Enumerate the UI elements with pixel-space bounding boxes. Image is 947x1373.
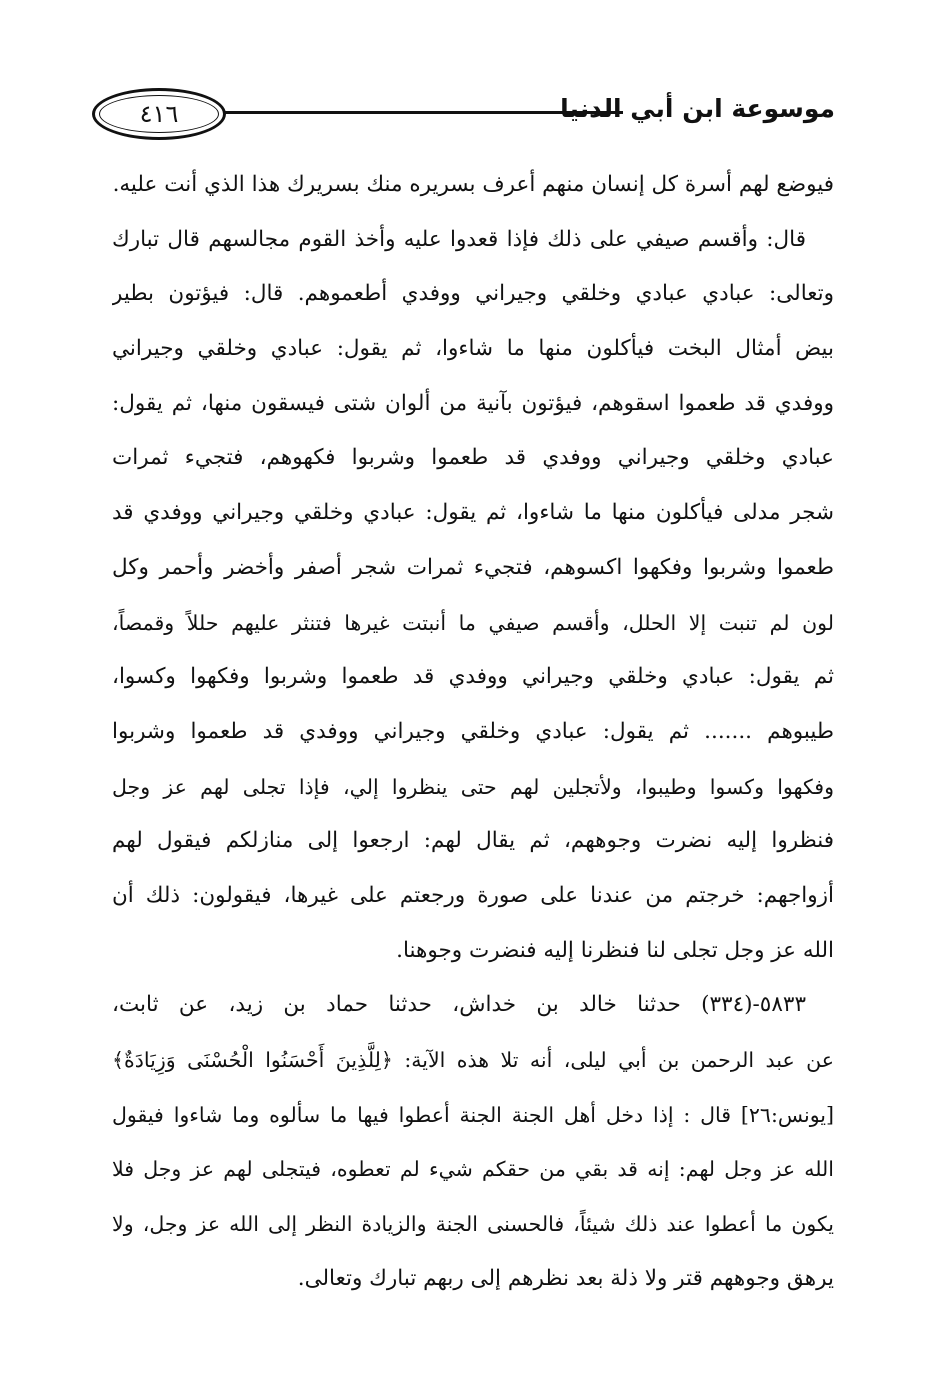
text-line: يكون ما أعطوا عند ذلك شيئاً، فالحسنى الجنة والزيادة النظر إلى الله عز وجل، ولا — [112, 1212, 834, 1237]
text-line: عبادي وخلقي وجيراني ووفدي قد طعموا وشربوا فكهوهم، فتجيء ثمرات — [112, 445, 834, 471]
page-header — [92, 88, 835, 148]
text-line: ووفدي قد طعموا اسقوهم، فيؤتون بآنية من ألوان شتى فيسقون منها، ثم يقول: — [112, 390, 834, 416]
text-line: لون لم تنبت إلا الحلل، وأقسم صيفي ما أنبتت غيرها فتنثر عليهم حللاً وقمصاً، — [112, 610, 834, 635]
quran-verse-line: عن عبد الرحمن بن أبي ليلى، أنه تلا هذه الآية: ﴿لِلَّذِينَ أَحْسَنُوا الْحُسْنَى وَزِيَادَةٌ﴾ — [112, 1048, 834, 1072]
text-line: ثم يقول: عبادي وخلقي وجيراني ووفدي قد طعموا وشربوا وفكهوا وكسوا، — [112, 664, 834, 690]
text-line: [يونس:٢٦] قال : إذا دخل أهل الجنة الجنة أعطوا فيها ما سألوه وما شاءوا فيقول — [112, 1102, 834, 1127]
text-line: فنظروا إليه نضرت وجوههم، ثم يقال لهم: ارجعوا إلى منازلكم فيقول لهم — [112, 828, 834, 854]
text-line: أزواجهم: خرجتم من عندنا على صورة ورجعتم على غيرها، فيقولون: ذلك أن — [112, 882, 834, 908]
text-line: شجر مدلى فيأكلون منها ما شاءوا، ثم يقول: عبادي وخلقي وجيراني ووفدي قد — [112, 500, 834, 526]
text-line: وتعالى: عبادي عبادي وخلقي وجيراني ووفدي أطعموهم. قال: فيؤتون بطير — [112, 281, 834, 307]
text-line: الله عز وجل لهم: إنه قد بقي من حقكم شيء لم تعطوه، فيتجلى لهم عز وجل فلا — [112, 1157, 834, 1182]
text-line: فيوضع لهم أسرة كل إنسان منهم أعرف بسريره منك بسريرك هذا الذي أنت عليه. — [112, 172, 834, 197]
text-line: وفكهوا وكسوا وطيبوا، ولأتجلين لهم حتى ينظروا إلي، فإذا تجلى لهم عز وجل — [112, 774, 834, 799]
hadith-number-line: ٥٨٣٣-(٣٣٤) حدثنا خالد بن خداش، حدثنا حماد بن زيد، عن ثابت، — [112, 992, 806, 1018]
body-text — [112, 158, 834, 1306]
text-line: يرهق وجوههم قتر ولا ذلة بعد نظرهم إلى ربهم تبارك وتعالى. — [297, 1265, 834, 1291]
text-line: قال: وأقسم صيفي على ذلك فإذا قعدوا عليه وأخذ القوم مجالسهم قال تبارك — [112, 226, 806, 252]
page-number: ٤١٦ — [139, 100, 179, 128]
book-title: موسوعة ابن أبي الدنيا — [560, 94, 835, 123]
text-line: طعموا وشربوا وفكهوا اكسوهم، فتجيء ثمرات شجر أصفر وأخضر وأحمر وكل — [112, 554, 834, 580]
text-line: الله عز وجل تجلى لنا فنظرنا إليه فنضرت وجوهنا. — [396, 937, 834, 963]
text-line: طيبوهم ....... ثم يقول: عبادي وخلقي وجيراني ووفدي قد طعموا وشربوا — [112, 718, 834, 744]
text-line: بيض أمثال البخت فيأكلون منها ما شاءوا، ثم يقول: عبادي وخلقي وجيراني — [112, 336, 834, 362]
